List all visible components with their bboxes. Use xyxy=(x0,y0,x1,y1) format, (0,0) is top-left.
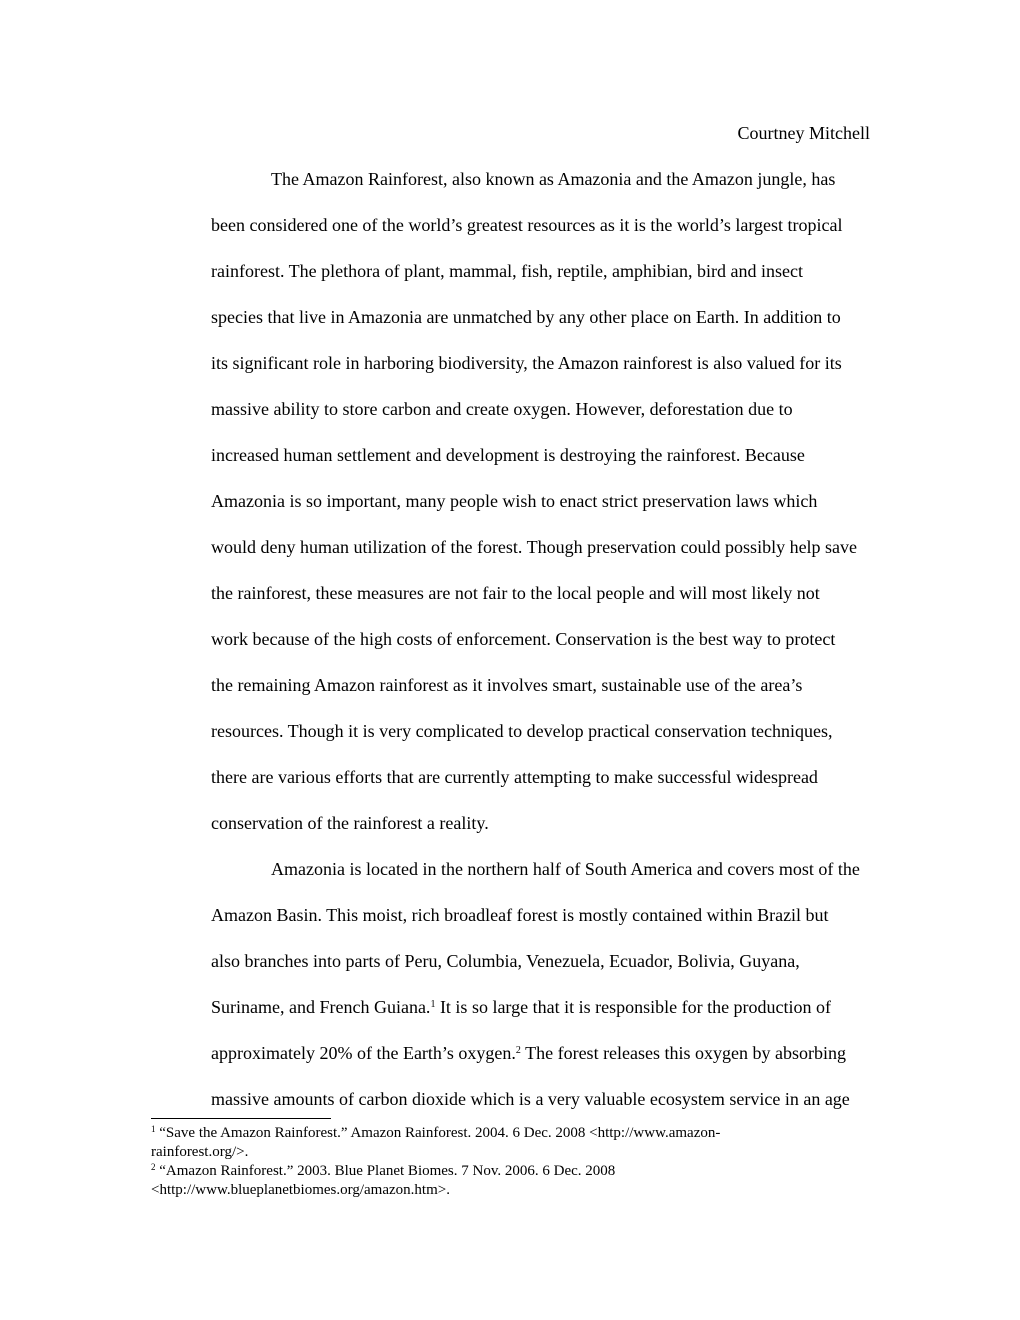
footnote-number: 2 xyxy=(151,1162,156,1172)
footnote-line: <http://www.blueplanetbiomes.org/amazon.htm>. xyxy=(151,1182,450,1198)
text-line: increased human settlement and development is destroying the rainforest. Because xyxy=(211,445,805,465)
text-segment: It is so large that it is responsible for the production of xyxy=(435,997,832,1017)
footnote-text: “Save the Amazon Rainforest.” Amazon Rainforest. 2004. 6 Dec. 2008 <http://www.amazon- xyxy=(155,1125,721,1141)
text-line: rainforest. The plethora of plant, mammal, fish, reptile, amphibian, bird and insect xyxy=(211,261,803,281)
footnote-separator xyxy=(151,1118,331,1119)
footnote-line xyxy=(151,1124,871,1143)
text-segment: The forest releases this oxygen by absorbing xyxy=(520,1043,847,1063)
text-line: massive ability to store carbon and create oxygen. However, deforestation due to xyxy=(211,399,793,419)
text-line: the rainforest, these measures are not fair to the local people and will most likely not xyxy=(211,583,820,603)
text-line xyxy=(151,1030,871,1076)
footnotes xyxy=(151,1124,871,1200)
footnote-line: rainforest.org/>. xyxy=(151,1144,249,1160)
text-line: conservation of the rainforest a reality. xyxy=(211,813,489,833)
footnote-text: “Amazon Rainforest.” 2003. Blue Planet Biomes. 7 Nov. 2006. 6 Dec. 2008 xyxy=(155,1163,616,1179)
text-line: massive amounts of carbon dioxide which is a very valuable ecosystem service in an age xyxy=(211,1089,850,1109)
paragraph-2 xyxy=(151,846,871,1122)
text-line xyxy=(151,984,871,1030)
text-line: the remaining Amazon rainforest as it involves smart, sustainable use of the area’s xyxy=(211,675,803,695)
text-line: work because of the high costs of enforcement. Conservation is the best way to protect xyxy=(211,629,836,649)
text-line: The Amazon Rainforest, also known as Amazonia and the Amazon jungle, has xyxy=(271,169,836,189)
author-name: Courtney Mitchell xyxy=(737,123,870,143)
footnote-ref-2[interactable]: 2 xyxy=(515,1045,521,1056)
text-line: its significant role in harboring biodiversity, the Amazon rainforest is also valued for its xyxy=(211,353,842,373)
text-line: also branches into parts of Peru, Columbia, Venezuela, Ecuador, Bolivia, Guyana, xyxy=(211,951,800,971)
paragraph-1 xyxy=(151,156,871,846)
footnote-ref-1[interactable]: 1 xyxy=(430,999,436,1010)
text-line: would deny human utilization of the forest. Though preservation could possibly help save xyxy=(211,537,858,557)
text-line: resources. Though it is very complicated to develop practical conservation techniques, xyxy=(211,721,833,741)
footnote-line xyxy=(151,1162,871,1181)
body-text xyxy=(151,156,871,1122)
footnote-1 xyxy=(151,1124,871,1162)
text-line: Amazon Basin. This moist, rich broadleaf forest is mostly contained within Brazil but xyxy=(211,905,829,925)
text-segment: Suriname, and French Guiana. xyxy=(211,997,431,1017)
text-line: species that live in Amazonia are unmatched by any other place on Earth. In addition to xyxy=(211,307,841,327)
text-line: Amazonia is located in the northern half of South America and covers most of the xyxy=(271,859,860,879)
text-segment: approximately 20% of the Earth’s oxygen. xyxy=(211,1043,516,1063)
text-line: been considered one of the world’s greatest resources as it is the world’s largest tropical xyxy=(211,215,843,235)
text-line: Amazonia is so important, many people wish to enact strict preservation laws which xyxy=(211,491,818,511)
footnote-2 xyxy=(151,1162,871,1200)
text-line: there are various efforts that are currently attempting to make successful widespread xyxy=(211,767,818,787)
footnote-number: 1 xyxy=(151,1124,156,1134)
